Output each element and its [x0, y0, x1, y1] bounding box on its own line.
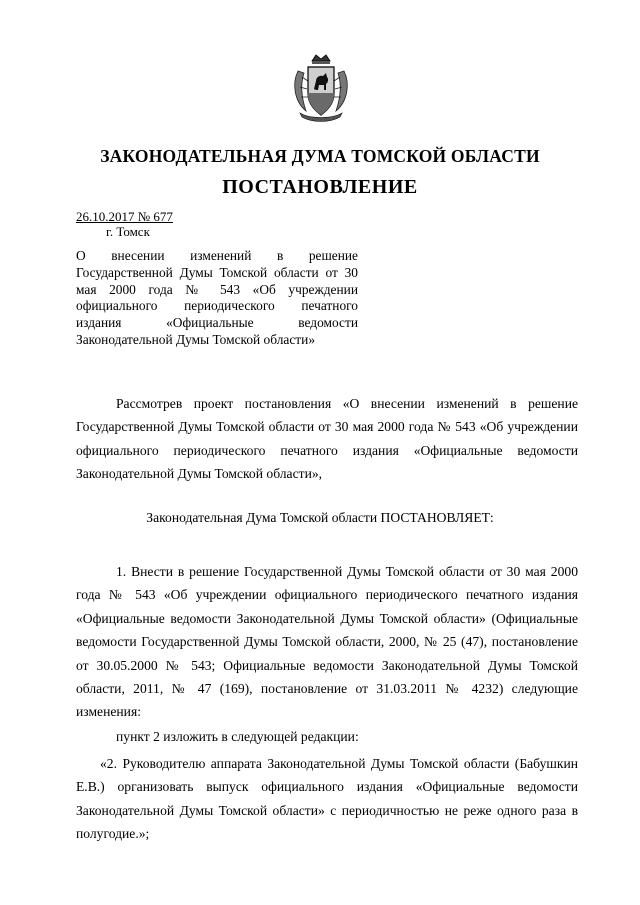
item-1-paragraph: 1. Внести в решение Государственной Думы Томской области от 30 мая 2000 года № 543 «Об учреждении официального периодического печатного издания «Официальные ведомости Законодательной Думы Томской области» (Официальные ведомости Государственной Думы Томской области, 2000, № 25 (47), постановление от 30.05.2000 № 543; Официальные ведомости Законодательной Думы Томской области, 2011, № 47 (169), постановление от 31.03.2011 № 4232) следующие изменения: [76, 564, 578, 720]
document-date-number: 26.10.2017 № 677 [76, 209, 173, 224]
document-subject: О внесении изменений в решение Государственной Думы Томской области от 30 мая 2000 года № 543 «Об учреждении официального периодического печатного издания «Официальные ведомости Законодательной Думы Томской области» [76, 248, 358, 347]
item-1-new-text-paragraph: «2. Руководителю аппарата Законодательной Думы Томской области (Бабушкин Е.В.) организовать выпуск официального издания «Официальные ведомости Законодательной Думы Томской области» с периодичностью не реже одного раза в полугодие.»; [76, 756, 578, 842]
organization-title: ЗАКОНОДАТЕЛЬНАЯ ДУМА ТОМСКОЙ ОБЛАСТИ [100, 146, 540, 166]
item-1-subparagraph: пункт 2 изложить в следующей редакции: [116, 729, 359, 744]
document-type-title: ПОСТАНОВЛЕНИЕ [222, 176, 418, 198]
preamble-paragraph: Рассмотрев проект постановления «О внесении изменений в решение Государственной Думы Томской области от 30 мая 2000 года № 543 «Об учреждении официального периодического печатного издания «Официальные ведомости Законодательной Думы Томской области», [76, 396, 578, 482]
coat-of-arms-icon [290, 53, 352, 123]
document-city: г. Томск [106, 224, 150, 239]
resolves-line: Законодательная Дума Томской области ПОСТАНОВЛЯЕТ: [146, 510, 494, 525]
